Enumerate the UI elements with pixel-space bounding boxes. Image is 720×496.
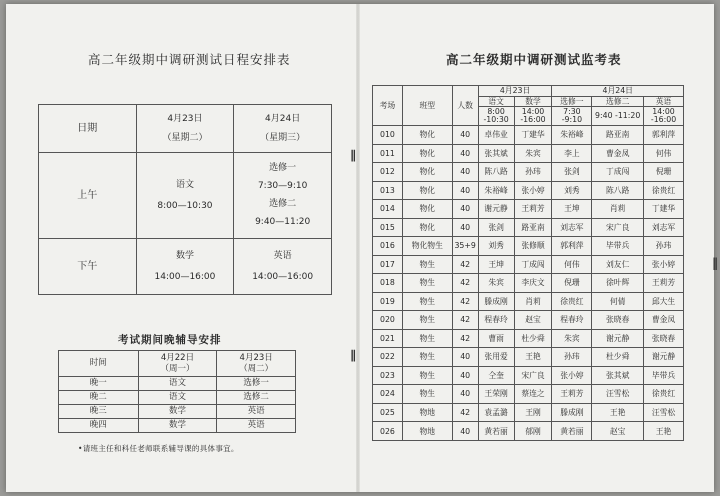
subject: 英语 (273, 250, 292, 261)
math-proctor: 张小婷 (514, 181, 552, 200)
english-proctor: 张小婷 (644, 255, 684, 274)
class-type: 物生 (402, 329, 452, 348)
session-name: 晚四 (59, 419, 139, 433)
elective2-proctor: 宋广良 (592, 218, 644, 237)
session-subject: 英语 (217, 419, 296, 433)
class-type: 物化 (402, 181, 452, 200)
student-count: 42 (452, 311, 478, 330)
day2-week: （星期三） (260, 132, 306, 143)
student-count: 40 (452, 126, 478, 145)
elective1-proctor: 倪珊 (552, 274, 592, 293)
evening-title: 考试期间晚辅导安排 (118, 334, 222, 346)
english-proctor: 毕带兵 (644, 366, 684, 385)
table-row (59, 377, 296, 391)
session-name: 晚二 (59, 391, 139, 405)
english-proctor: 何伟 (644, 144, 684, 163)
proctor-table (372, 85, 684, 441)
room-number: 012 (373, 163, 403, 182)
class-type: 物化 (402, 200, 452, 219)
elective2-proctor: 张晓春 (592, 311, 644, 330)
english-proctor: 王莉芳 (644, 274, 684, 293)
table-row (373, 292, 684, 311)
class-type: 物生 (402, 274, 452, 293)
math-header: 数学 (514, 96, 552, 107)
elective1-header: 选修一 (552, 96, 592, 107)
elective2-proctor: 赵宝 (592, 422, 644, 441)
elective2-proctor: 肖莉 (592, 200, 644, 219)
chinese-proctor: 张用爱 (478, 348, 514, 367)
math-proctor: 杜少舜 (514, 329, 552, 348)
elective1-proctor: 张剑 (552, 163, 592, 182)
room-number: 016 (373, 237, 403, 256)
session-name: 晚三 (59, 405, 139, 419)
elective1-proctor: 王坤 (552, 200, 592, 219)
elective1-proctor: 孙玮 (552, 348, 592, 367)
day1-header (136, 105, 234, 153)
day1-afternoon (136, 239, 234, 295)
day2-date: 4月24日 (265, 113, 301, 124)
student-count: 42 (452, 274, 478, 293)
english-proctor: 孙玮 (644, 237, 684, 256)
elective1-proctor: 朱宾 (552, 329, 592, 348)
table-row (373, 422, 684, 441)
elective1-proctor: 李上 (552, 144, 592, 163)
schedule-title: 高二年级期中调研测试日程安排表 (88, 52, 291, 67)
room-number: 018 (373, 274, 403, 293)
english-proctor: 刘志军 (644, 218, 684, 237)
table-row (59, 391, 296, 405)
class-type-header: 班型 (402, 86, 452, 126)
table-row (373, 144, 684, 163)
day1-morning (136, 153, 234, 239)
chinese-proctor: 王荣刚 (478, 385, 514, 404)
session-subject: 数学 (138, 419, 217, 433)
table-row (373, 348, 684, 367)
student-count: 40 (452, 348, 478, 367)
elective2-proctor: 杜少舜 (592, 348, 644, 367)
table-row (373, 255, 684, 274)
col1-week: （周一） (160, 363, 195, 374)
proctor-table-title: 高二年级期中调研测试监考表 (446, 52, 622, 67)
col1-date: 4月22日 (160, 352, 195, 363)
elective2-proctor: 丁成闯 (592, 163, 644, 182)
day2-header (234, 105, 332, 153)
chinese-proctor: 朱宾 (478, 274, 514, 293)
chinese-time: 8:00 -10:30 (478, 107, 514, 126)
room-number: 020 (373, 311, 403, 330)
english-proctor: 王艳 (644, 422, 684, 441)
english-proctor: 徐贵红 (644, 181, 684, 200)
date2-header: 4月24日 (552, 86, 684, 97)
table-row (373, 366, 684, 385)
class-type: 物化 (402, 218, 452, 237)
date-label: 日期 (39, 105, 137, 153)
time: 14:00—16:00 (252, 271, 314, 282)
room-header: 考场 (373, 86, 403, 126)
day2-afternoon (234, 239, 332, 295)
chinese-proctor: 程春玲 (478, 311, 514, 330)
student-count: 42 (452, 403, 478, 422)
time-label: 时间 (59, 351, 139, 377)
elective1-proctor: 滕成刚 (552, 403, 592, 422)
class-type: 物化 (402, 144, 452, 163)
col2-week: （周二） (239, 363, 274, 374)
student-count: 40 (452, 366, 478, 385)
punch-mark: ‖ (712, 256, 718, 270)
english-proctor: 曹金凤 (644, 311, 684, 330)
fold-mark: ∥ (350, 148, 356, 162)
session-subject: 英语 (217, 405, 296, 419)
evening-tutoring-table (58, 350, 296, 433)
math-proctor: 丁建华 (514, 126, 552, 145)
elective2-proctor: 徐叶辉 (592, 274, 644, 293)
elective1-time: 7:30 -9:10 (552, 107, 592, 126)
elective2-proctor: 何倩 (592, 292, 644, 311)
elective2-proctor: 路亚南 (592, 126, 644, 145)
chinese-proctor: 王坤 (478, 255, 514, 274)
table-row (373, 403, 684, 422)
student-count: 40 (452, 218, 478, 237)
elective2-proctor: 谢元静 (592, 329, 644, 348)
english-proctor: 谢元静 (644, 348, 684, 367)
room-number: 014 (373, 200, 403, 219)
math-proctor: 郁刚 (514, 422, 552, 441)
subject: 数学 (175, 250, 194, 261)
math-proctor: 路亚南 (514, 218, 552, 237)
student-count: 40 (452, 181, 478, 200)
english-proctor: 倪珊 (644, 163, 684, 182)
math-proctor: 蔡连之 (514, 385, 552, 404)
english-proctor: 汪雪松 (644, 403, 684, 422)
elective2-proctor: 王艳 (592, 403, 644, 422)
session-subject: 语文 (138, 377, 217, 391)
math-proctor: 王艳 (514, 348, 552, 367)
time: 14:00—16:00 (154, 271, 216, 282)
class-type: 物生 (402, 255, 452, 274)
room-number: 022 (373, 348, 403, 367)
exam-schedule-table (38, 104, 332, 295)
room-number: 021 (373, 329, 403, 348)
table-row (373, 126, 684, 145)
table-row (373, 237, 684, 256)
afternoon-label: 下午 (39, 239, 137, 295)
chinese-proctor: 张其斌 (478, 144, 514, 163)
session-subject: 选修一 (217, 377, 296, 391)
student-count: 42 (452, 329, 478, 348)
english-header: 英语 (644, 96, 684, 107)
date1-header: 4月23日 (478, 86, 552, 97)
elective2-time: 9:40 -11:20 (592, 107, 644, 126)
morning-label: 上午 (39, 153, 137, 239)
chinese-header: 语文 (478, 96, 514, 107)
math-proctor: 宋广良 (514, 366, 552, 385)
table-row (373, 274, 684, 293)
chinese-proctor: 黄若丽 (478, 422, 514, 441)
class-type: 物生 (402, 348, 452, 367)
table-row (373, 311, 684, 330)
elective1-proctor: 黄若丽 (552, 422, 592, 441)
subject: 选修一 (269, 163, 297, 173)
day1-date: 4月23日 (167, 113, 203, 124)
day2-morning (234, 153, 332, 239)
class-type: 物生 (402, 292, 452, 311)
student-count: 40 (452, 422, 478, 441)
subject: 语文 (175, 179, 194, 190)
table-row (373, 163, 684, 182)
elective2-proctor: 刘友仁 (592, 255, 644, 274)
class-type: 物地 (402, 403, 452, 422)
chinese-proctor: 朱裕峰 (478, 181, 514, 200)
chinese-proctor: 曹雨 (478, 329, 514, 348)
session-subject: 语文 (138, 391, 217, 405)
time: 9:40—11:20 (255, 217, 311, 227)
table-row (373, 385, 684, 404)
math-proctor: 朱宾 (514, 144, 552, 163)
table-row (373, 181, 684, 200)
session-subject: 数学 (138, 405, 217, 419)
class-type: 物化 (402, 163, 452, 182)
elective1-proctor: 刘志军 (552, 218, 592, 237)
room-number: 019 (373, 292, 403, 311)
elective1-proctor: 程春玲 (552, 311, 592, 330)
footnote: •请班主任和科任老师联系辅导课的具体事宜。 (78, 444, 239, 453)
col1-header (138, 351, 217, 377)
english-proctor: 徐贵红 (644, 385, 684, 404)
chinese-proctor: 张剑 (478, 218, 514, 237)
fold-mark: ∥ (350, 348, 356, 362)
room-number: 025 (373, 403, 403, 422)
elective1-proctor: 张小婷 (552, 366, 592, 385)
elective1-proctor: 刘秀 (552, 181, 592, 200)
room-number: 015 (373, 218, 403, 237)
time: 7:30—9:10 (257, 181, 308, 191)
elective1-proctor: 何伟 (552, 255, 592, 274)
math-proctor: 丁成闯 (514, 255, 552, 274)
elective1-proctor: 徐贵红 (552, 292, 592, 311)
student-count: 42 (452, 292, 478, 311)
room-number: 017 (373, 255, 403, 274)
room-number: 024 (373, 385, 403, 404)
math-proctor: 张修顺 (514, 237, 552, 256)
math-proctor: 李庆文 (514, 274, 552, 293)
class-type: 物生 (402, 311, 452, 330)
elective2-proctor: 张其斌 (592, 366, 644, 385)
room-number: 010 (373, 126, 403, 145)
day1-week: （星期二） (162, 132, 208, 143)
room-number: 013 (373, 181, 403, 200)
english-proctor: 郭利萍 (644, 126, 684, 145)
math-time: 14:00 -16:00 (514, 107, 552, 126)
math-proctor: 孙玮 (514, 163, 552, 182)
english-proctor: 丁建华 (644, 200, 684, 219)
table-row (373, 218, 684, 237)
math-proctor: 王刚 (514, 403, 552, 422)
chinese-proctor: 陈八路 (478, 163, 514, 182)
subject: 选修二 (269, 199, 297, 209)
page-fold (356, 4, 360, 492)
elective2-header: 选修二 (592, 96, 644, 107)
count-header: 人数 (452, 86, 478, 126)
table-row (373, 329, 684, 348)
class-type: 物生 (402, 385, 452, 404)
student-count: 40 (452, 385, 478, 404)
chinese-proctor: 仝奎 (478, 366, 514, 385)
elective1-proctor: 朱裕峰 (552, 126, 592, 145)
room-number: 023 (373, 366, 403, 385)
class-type: 物化物生 (402, 237, 452, 256)
room-number: 026 (373, 422, 403, 441)
math-proctor: 王莉芳 (514, 200, 552, 219)
english-proctor: 邱大生 (644, 292, 684, 311)
col2-header (217, 351, 296, 377)
chinese-proctor: 袁孟潞 (478, 403, 514, 422)
student-count: 40 (452, 200, 478, 219)
english-proctor: 张晓春 (644, 329, 684, 348)
student-count: 40 (452, 144, 478, 163)
elective2-proctor: 陈八路 (592, 181, 644, 200)
table-row (373, 200, 684, 219)
elective1-proctor: 郭利萍 (552, 237, 592, 256)
elective2-proctor: 汪雪松 (592, 385, 644, 404)
chinese-proctor: 滕成刚 (478, 292, 514, 311)
table-row (59, 419, 296, 433)
session-name: 晚一 (59, 377, 139, 391)
room-number: 011 (373, 144, 403, 163)
session-subject: 选修二 (217, 391, 296, 405)
elective1-proctor: 王莉芳 (552, 385, 592, 404)
student-count: 42 (452, 255, 478, 274)
class-type: 物化 (402, 126, 452, 145)
class-type: 物地 (402, 422, 452, 441)
class-type: 物生 (402, 366, 452, 385)
col2-date: 4月23日 (239, 352, 273, 363)
chinese-proctor: 谢元静 (478, 200, 514, 219)
elective2-proctor: 曹金凤 (592, 144, 644, 163)
elective2-proctor: 毕带兵 (592, 237, 644, 256)
student-count: 40 (452, 163, 478, 182)
math-proctor: 赵宝 (514, 311, 552, 330)
table-row (59, 405, 296, 419)
chinese-proctor: 刘秀 (478, 237, 514, 256)
math-proctor: 肖莉 (514, 292, 552, 311)
time: 8:00—10:30 (157, 200, 213, 211)
student-count: 35+9 (452, 237, 478, 256)
chinese-proctor: 卓伟业 (478, 126, 514, 145)
english-time: 14:00 -16:00 (644, 107, 684, 126)
